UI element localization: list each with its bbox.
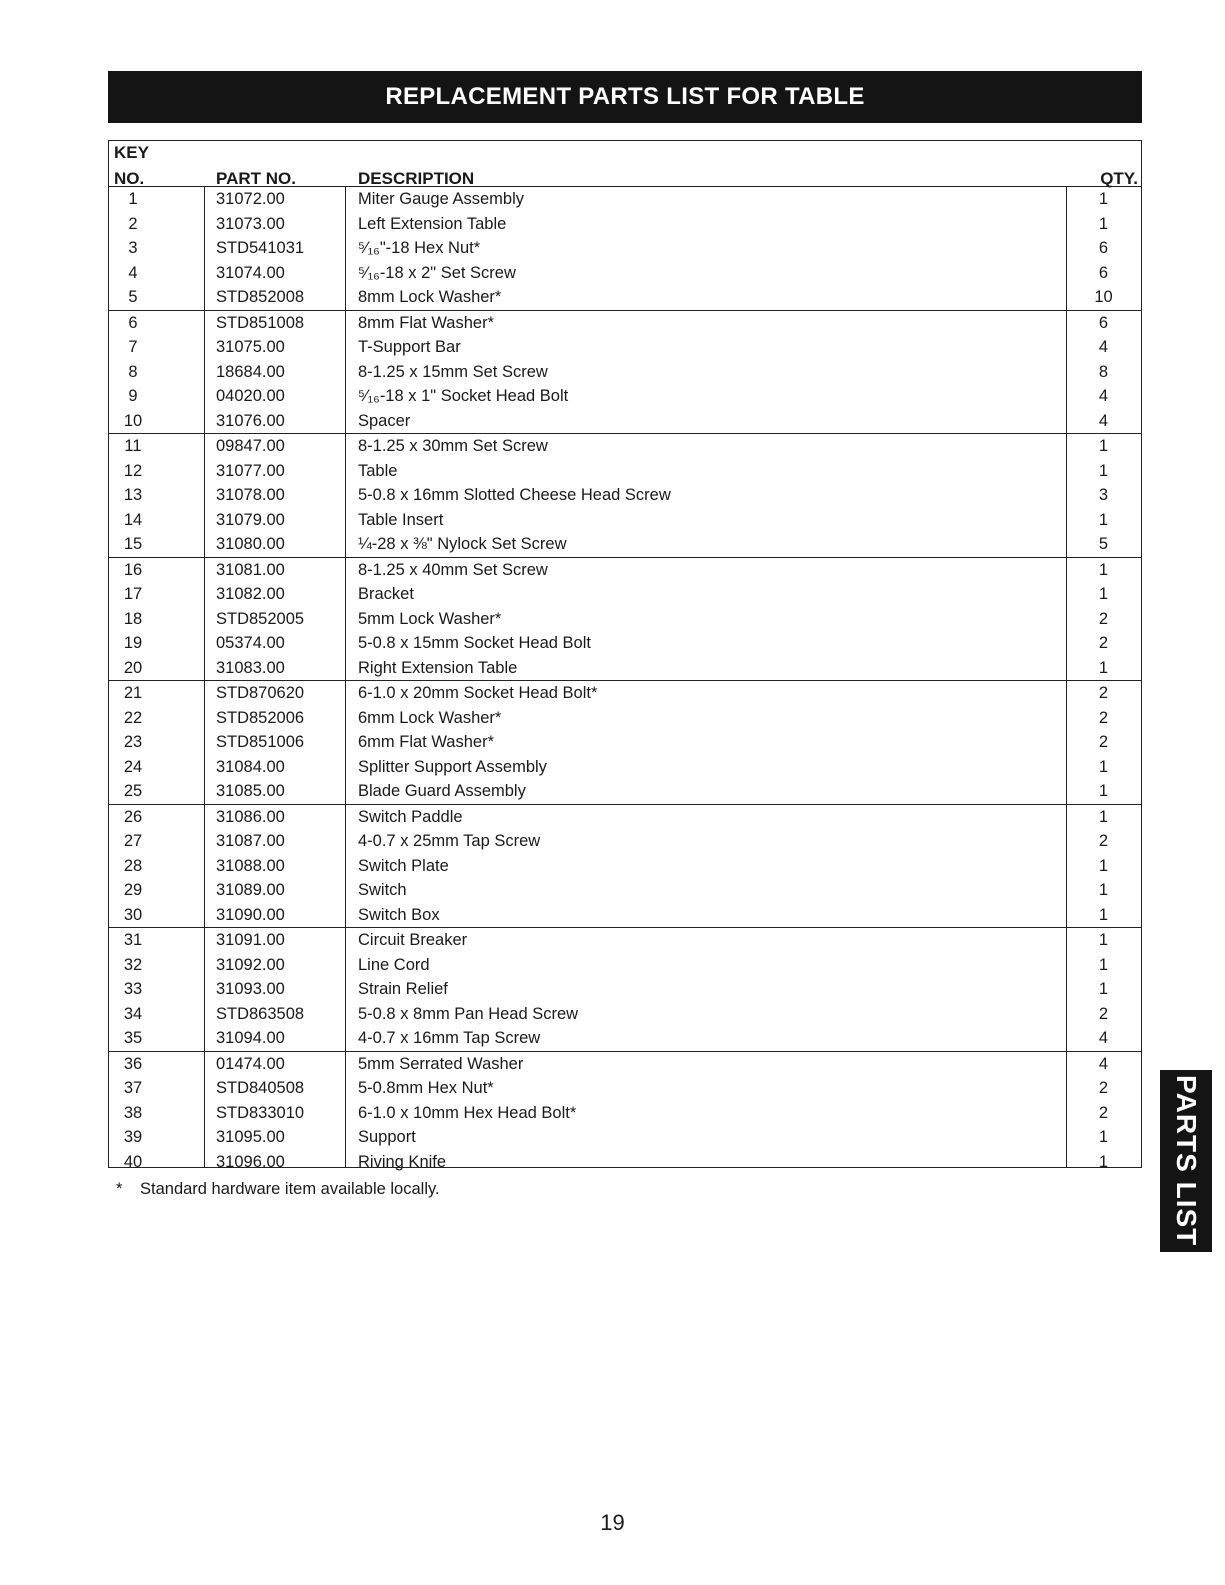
description-cell: Right Extension Table: [358, 658, 518, 677]
key-cell: 15: [123, 535, 143, 553]
description-cell: Spacer: [358, 411, 411, 430]
description-cell: ⁵⁄₁₆-18 x 1" Socket Head Bolt: [358, 387, 569, 405]
qty-cell: 1: [1098, 437, 1109, 455]
qty-cell: 3: [1098, 486, 1109, 504]
key-cell: 16: [123, 560, 143, 579]
qty-cell: 1: [1098, 560, 1109, 579]
key-cell: 24: [123, 757, 143, 776]
key-cell: 38: [123, 1103, 143, 1122]
table-row: [109, 187, 1141, 212]
part-no-cell: STD852008: [216, 288, 305, 306]
part-no-cell: 31081.00: [216, 560, 285, 579]
key-cell: 12: [123, 461, 143, 480]
table-row: [109, 212, 1141, 237]
description-cell: 8mm Lock Washer*: [358, 288, 502, 306]
description-cell: 5-0.8 x 15mm Socket Head Bolt: [358, 634, 591, 652]
qty-cell: 4: [1098, 411, 1109, 430]
table-row: [109, 903, 1141, 928]
table-row: [109, 706, 1141, 731]
table-row: [109, 1026, 1141, 1051]
qty-cell: 8: [1098, 362, 1109, 381]
table-row: [109, 483, 1141, 508]
qty-cell: 4: [1098, 1054, 1109, 1073]
qty-cell: 1: [1098, 585, 1109, 603]
qty-cell: 1: [1098, 1128, 1109, 1146]
part-no-cell: 31074.00: [216, 263, 285, 282]
qty-cell: 2: [1098, 733, 1109, 751]
qty-cell: 1: [1098, 461, 1109, 480]
qty-cell: 1: [1098, 190, 1109, 208]
description-cell: Left Extension Table: [358, 214, 507, 233]
part-no-cell: 31086.00: [216, 807, 285, 826]
description-cell: T-Support Bar: [358, 338, 461, 356]
description-cell: Blade Guard Assembly: [358, 782, 526, 800]
qty-cell: 1: [1098, 1152, 1109, 1171]
qty-cell: 1: [1098, 931, 1109, 949]
part-no-cell: 31075.00: [216, 338, 285, 356]
qty-cell: 2: [1098, 684, 1109, 702]
header-qty: QTY.: [1100, 169, 1138, 188]
table-row: [109, 829, 1141, 854]
key-cell: 33: [123, 980, 143, 998]
description-cell: ⁵⁄₁₆-18 x 2" Set Screw: [358, 263, 516, 282]
qty-cell: 1: [1098, 757, 1109, 776]
key-cell: 39: [123, 1128, 143, 1146]
footnote-marker: *: [116, 1180, 123, 1198]
qty-cell: 6: [1098, 263, 1109, 282]
key-cell: 29: [123, 881, 143, 899]
key-cell: 27: [123, 832, 143, 850]
header-key-no: NO.: [114, 169, 145, 188]
description-cell: Riving Knife: [358, 1152, 447, 1171]
table-row: [109, 459, 1141, 484]
table-row: [109, 236, 1141, 261]
table-row: [109, 433, 1141, 459]
part-no-cell: 31088.00: [216, 856, 285, 875]
key-cell: 37: [123, 1079, 143, 1097]
header-part-no: PART NO.: [216, 169, 296, 188]
description-cell: Switch: [358, 881, 407, 899]
key-cell: 34: [123, 1004, 143, 1023]
table-row: [109, 854, 1141, 879]
key-cell: 10: [123, 411, 143, 430]
description-cell: 6-1.0 x 20mm Socket Head Bolt*: [358, 684, 598, 702]
part-no-cell: 31092.00: [216, 955, 285, 974]
part-no-cell: STD833010: [216, 1103, 305, 1122]
description-cell: 8-1.25 x 40mm Set Screw: [358, 560, 548, 579]
qty-cell: 1: [1098, 658, 1109, 677]
qty-cell: 4: [1098, 1029, 1109, 1047]
table-row: [109, 360, 1141, 385]
table-row: [109, 532, 1141, 557]
description-cell: 5mm Lock Washer*: [358, 609, 502, 628]
key-cell: 22: [123, 708, 143, 727]
key-cell: 32: [123, 955, 143, 974]
qty-cell: 2: [1098, 1079, 1109, 1097]
description-cell: Table Insert: [358, 510, 444, 529]
table-row: [109, 261, 1141, 286]
description-cell: 5-0.8 x 8mm Pan Head Screw: [358, 1004, 579, 1023]
qty-cell: 1: [1098, 856, 1109, 875]
table-row: [109, 755, 1141, 780]
part-no-cell: 31096.00: [216, 1152, 285, 1171]
table-row: [109, 335, 1141, 360]
description-cell: 6mm Flat Washer*: [358, 733, 494, 751]
footnote-text: Standard hardware item available locally.: [140, 1180, 440, 1198]
description-cell: Miter Gauge Assembly: [358, 190, 524, 208]
table-row: [109, 557, 1141, 583]
part-no-cell: 31091.00: [216, 931, 285, 949]
key-cell: 7: [128, 338, 138, 356]
key-cell: 13: [123, 486, 143, 504]
qty-cell: 10: [1094, 288, 1113, 306]
table-row: [109, 631, 1141, 656]
key-cell: 14: [123, 510, 143, 529]
table-row: [109, 927, 1141, 953]
qty-cell: 1: [1098, 782, 1109, 800]
side-tab-label: PARTS LIST: [1171, 1075, 1202, 1247]
part-no-cell: 31093.00: [216, 980, 285, 998]
table-row: [109, 1076, 1141, 1101]
description-cell: Switch Plate: [358, 856, 449, 875]
key-cell: 18: [123, 609, 143, 628]
table-row: [109, 977, 1141, 1002]
key-cell: 6: [128, 313, 138, 332]
qty-cell: 2: [1098, 1103, 1109, 1122]
key-cell: 30: [123, 905, 143, 924]
key-cell: 4: [128, 263, 138, 282]
part-no-cell: 31083.00: [216, 658, 285, 677]
description-cell: 5-0.8 x 16mm Slotted Cheese Head Screw: [358, 486, 671, 504]
part-no-cell: STD852006: [216, 708, 305, 727]
qty-cell: 4: [1098, 387, 1109, 405]
qty-cell: 2: [1098, 832, 1109, 850]
part-no-cell: 31087.00: [216, 832, 285, 850]
part-no-cell: 31095.00: [216, 1128, 285, 1146]
table-row: [109, 285, 1141, 310]
part-no-cell: 31080.00: [216, 535, 285, 553]
description-cell: Line Cord: [358, 955, 430, 974]
part-no-cell: 05374.00: [216, 634, 285, 652]
table-row: [109, 1150, 1141, 1175]
key-cell: 31: [123, 931, 143, 949]
description-cell: 8mm Flat Washer*: [358, 313, 494, 332]
qty-cell: 1: [1098, 214, 1109, 233]
key-cell: 35: [123, 1029, 143, 1047]
part-no-cell: 31077.00: [216, 461, 285, 480]
key-cell: 2: [128, 214, 138, 233]
qty-cell: 6: [1098, 313, 1109, 332]
description-cell: 8-1.25 x 15mm Set Screw: [358, 362, 548, 381]
part-no-cell: 31073.00: [216, 214, 285, 233]
description-cell: 5-0.8mm Hex Nut*: [358, 1079, 494, 1097]
description-cell: 8-1.25 x 30mm Set Screw: [358, 437, 548, 455]
key-cell: 9: [128, 387, 138, 405]
page-number: 19: [600, 1510, 625, 1535]
key-cell: 11: [124, 437, 142, 455]
page-title: REPLACEMENT PARTS LIST FOR TABLE: [108, 71, 1142, 123]
part-no-cell: STD852005: [216, 609, 305, 628]
qty-cell: 2: [1098, 609, 1109, 628]
part-no-cell: 31089.00: [216, 881, 285, 899]
qty-cell: 2: [1098, 1004, 1109, 1023]
key-cell: 5: [128, 288, 138, 306]
part-no-cell: 09847.00: [216, 437, 285, 455]
table-row: [109, 409, 1141, 434]
header-description: DESCRIPTION: [358, 169, 475, 188]
part-no-cell: 31082.00: [216, 585, 285, 603]
part-no-cell: 31078.00: [216, 486, 285, 504]
table-row: [109, 582, 1141, 607]
description-cell: ⁵⁄₁₆"-18 Hex Nut*: [358, 239, 481, 257]
part-no-cell: 31094.00: [216, 1029, 285, 1047]
side-tab: [1160, 1070, 1212, 1252]
qty-cell: 1: [1098, 807, 1109, 826]
part-no-cell: 31090.00: [216, 905, 285, 924]
table-row: [109, 508, 1141, 533]
table-row: [109, 779, 1141, 804]
table-row: [109, 656, 1141, 681]
table-row: [109, 607, 1141, 632]
table-row: [109, 310, 1141, 336]
key-cell: 26: [123, 807, 143, 826]
description-cell: Support: [358, 1128, 416, 1146]
part-no-cell: STD541031: [216, 239, 305, 257]
table-row: [109, 1051, 1141, 1077]
description-cell: Splitter Support Assembly: [358, 757, 547, 776]
qty-cell: 5: [1098, 535, 1109, 553]
description-cell: Bracket: [358, 585, 414, 603]
footnote: [116, 1180, 440, 1199]
part-no-cell: 01474.00: [216, 1054, 285, 1073]
parts-table: [108, 140, 1142, 1171]
description-cell: Strain Relief: [358, 980, 448, 998]
part-no-cell: 18684.00: [216, 362, 285, 381]
description-cell: Table: [358, 461, 398, 480]
key-cell: 19: [123, 634, 143, 652]
table-row: [109, 804, 1141, 830]
description-cell: 6-1.0 x 10mm Hex Head Bolt*: [358, 1103, 577, 1122]
table-row: [109, 1002, 1141, 1027]
description-cell: 5mm Serrated Washer: [358, 1054, 524, 1073]
description-cell: 6mm Lock Washer*: [358, 708, 502, 727]
key-cell: 21: [123, 684, 143, 702]
table-row: [109, 1101, 1141, 1126]
key-cell: 28: [123, 856, 143, 875]
part-no-cell: 31085.00: [216, 782, 285, 800]
key-cell: 17: [123, 585, 143, 603]
qty-cell: 2: [1098, 634, 1109, 652]
description-cell: ¼-28 x ⅜" Nylock Set Screw: [358, 535, 567, 553]
key-cell: 20: [123, 658, 143, 677]
part-no-cell: 04020.00: [216, 387, 285, 405]
table-row: [109, 730, 1141, 755]
table-row: [109, 953, 1141, 978]
key-cell: 40: [123, 1152, 143, 1171]
description-cell: Switch Paddle: [358, 807, 463, 826]
part-no-cell: STD863508: [216, 1004, 305, 1023]
part-no-cell: STD851008: [216, 313, 305, 332]
key-cell: 8: [128, 362, 138, 381]
part-no-cell: STD840508: [216, 1079, 305, 1097]
key-cell: 3: [128, 239, 138, 257]
part-no-cell: STD851006: [216, 733, 305, 751]
description-cell: Switch Box: [358, 905, 440, 924]
description-cell: 4-0.7 x 16mm Tap Screw: [358, 1029, 541, 1047]
qty-cell: 2: [1098, 708, 1109, 727]
qty-cell: 1: [1098, 905, 1109, 924]
table-row: [109, 384, 1141, 409]
qty-cell: 1: [1098, 510, 1109, 529]
part-no-cell: STD870620: [216, 684, 305, 702]
key-cell: 23: [123, 733, 143, 751]
key-cell: 1: [128, 190, 138, 208]
qty-cell: 6: [1098, 239, 1109, 257]
table-body: [109, 187, 1141, 1174]
table-row: [109, 680, 1141, 706]
qty-cell: 1: [1098, 980, 1109, 998]
header-key: KEY: [114, 143, 149, 162]
table-row: [109, 878, 1141, 903]
part-no-cell: 31084.00: [216, 757, 285, 776]
part-no-cell: 31076.00: [216, 411, 285, 430]
qty-cell: 4: [1098, 338, 1109, 356]
qty-cell: 1: [1098, 955, 1109, 974]
table-row: [109, 1125, 1141, 1150]
key-cell: 36: [123, 1054, 143, 1073]
part-no-cell: 31072.00: [216, 190, 285, 208]
description-cell: 4-0.7 x 25mm Tap Screw: [358, 832, 541, 850]
qty-cell: 1: [1098, 881, 1109, 899]
key-cell: 25: [123, 782, 143, 800]
part-no-cell: 31079.00: [216, 510, 285, 529]
description-cell: Circuit Breaker: [358, 931, 468, 949]
